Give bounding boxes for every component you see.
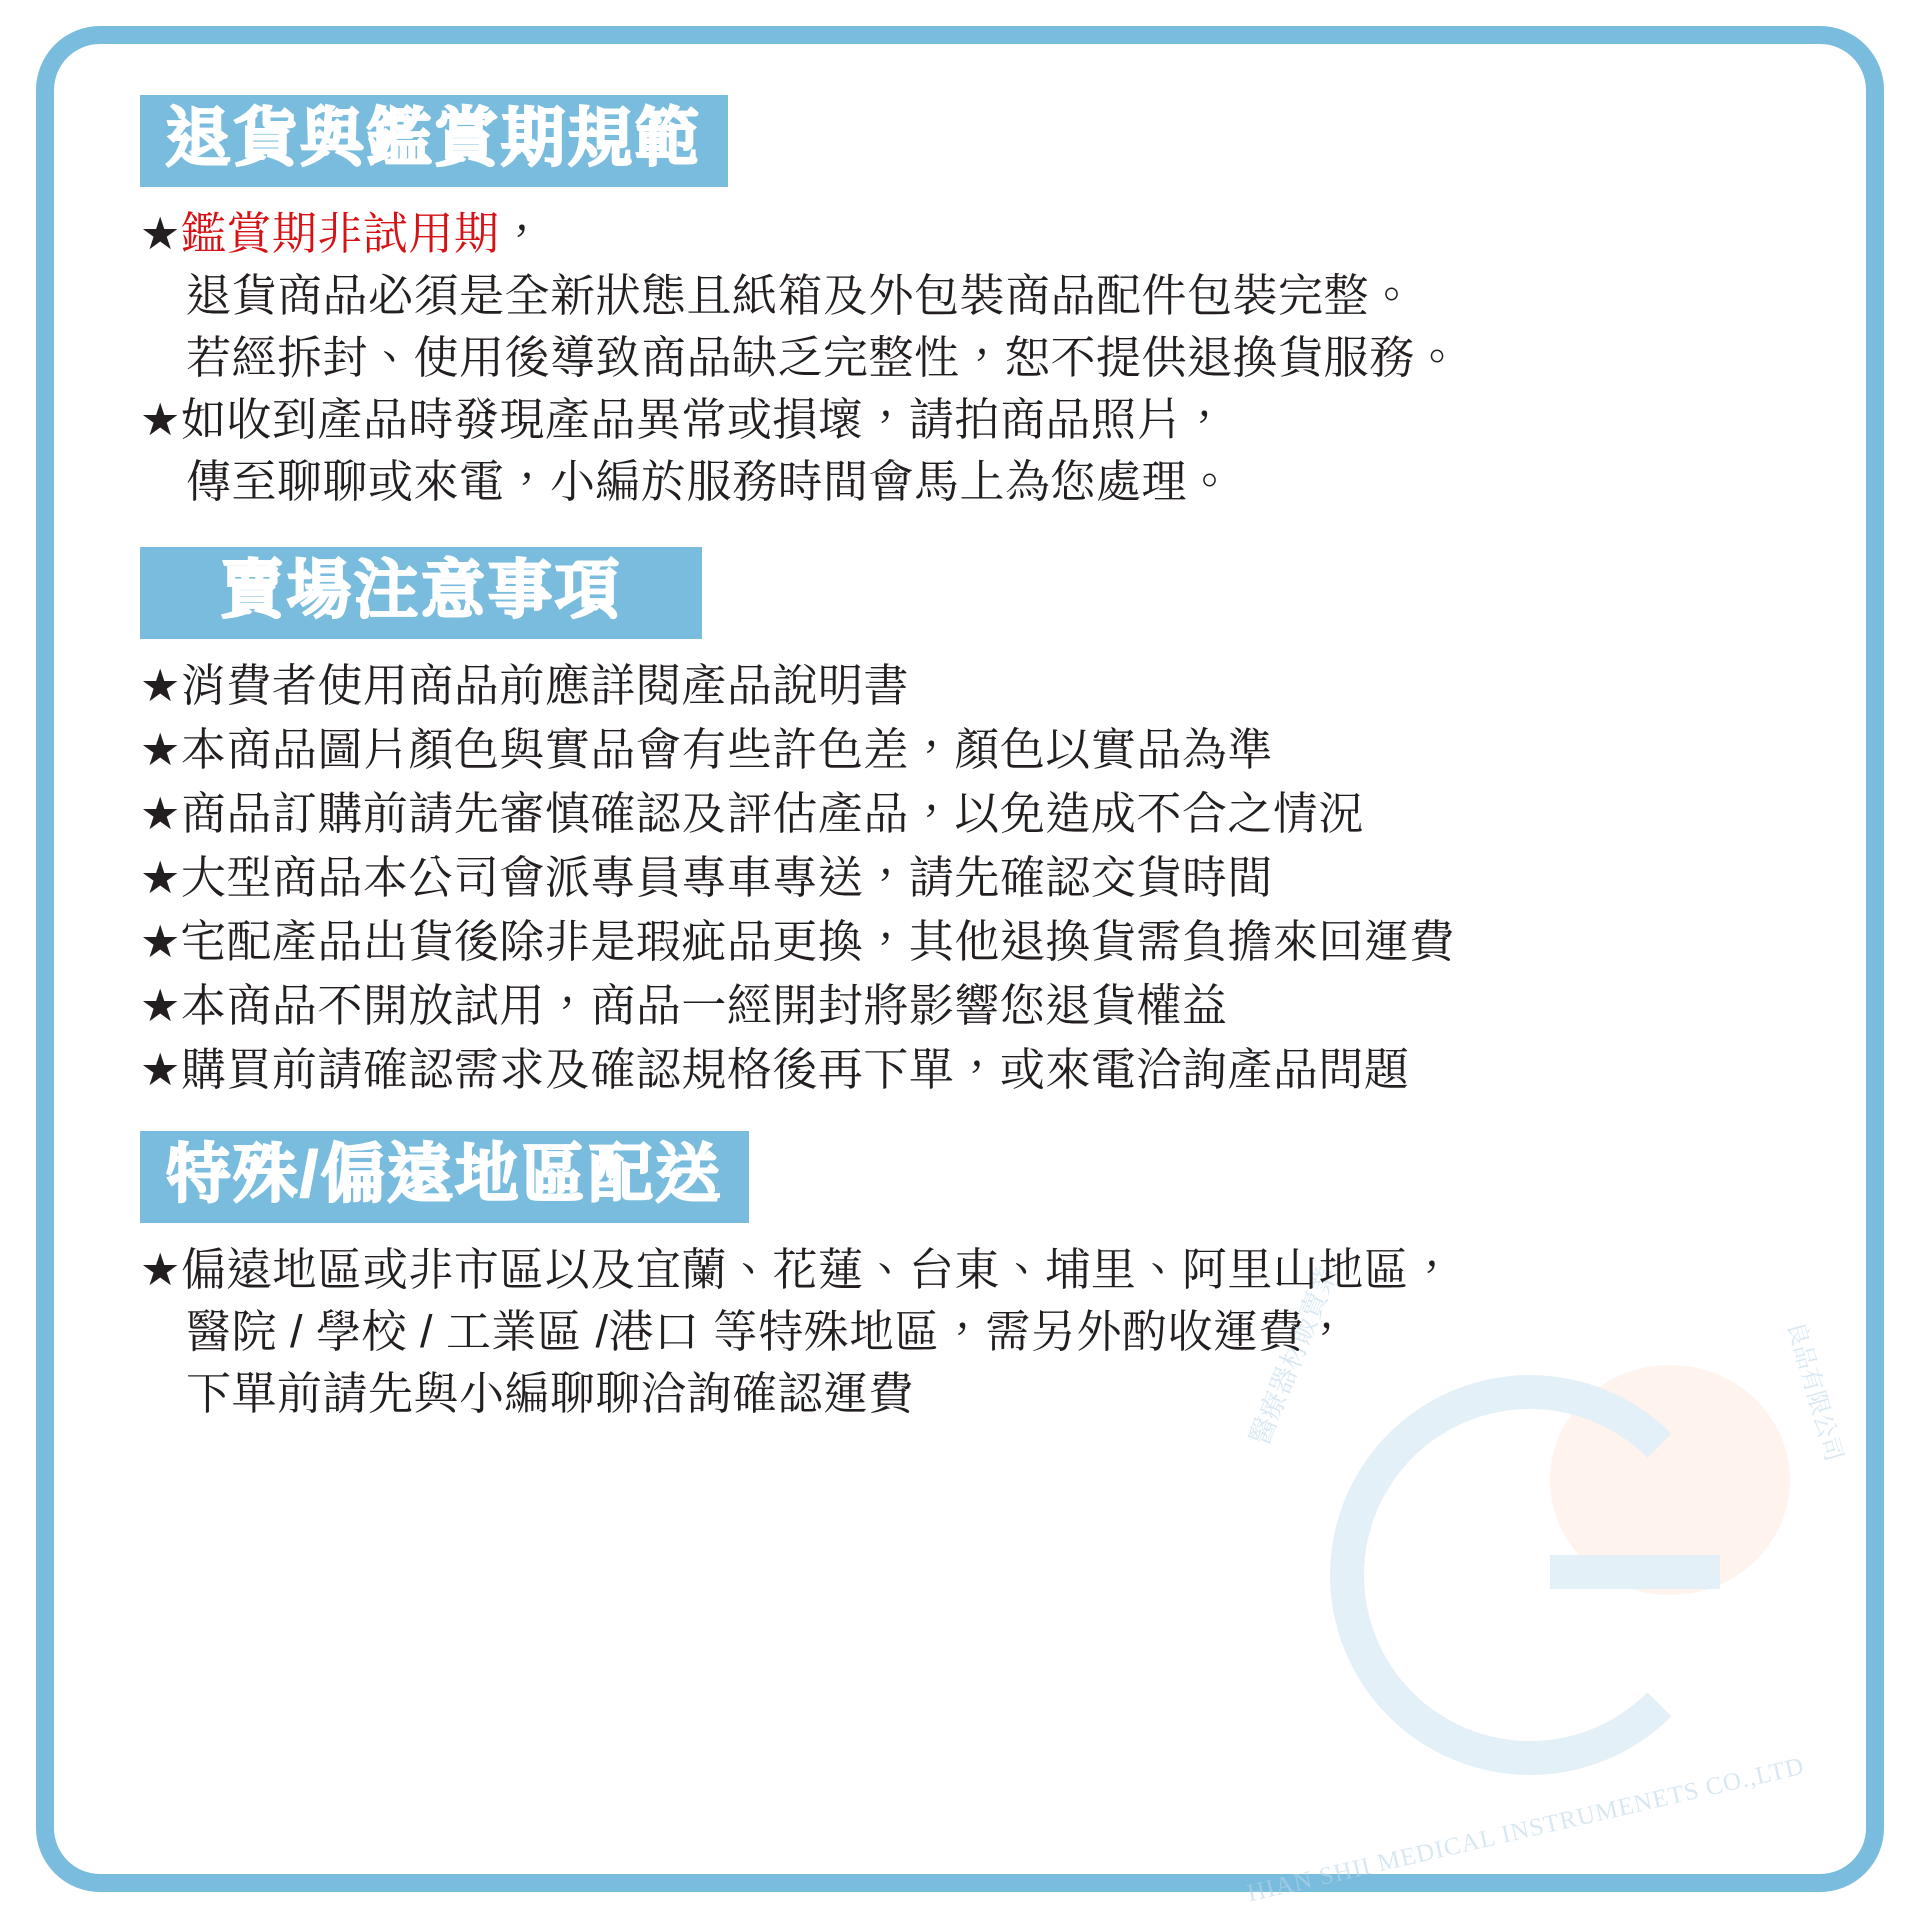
star-bullet-icon: ★ [140, 393, 181, 445]
line-text: 退貨商品必須是全新狀態且紙箱及外包裝商品配件包裝完整。 [186, 269, 1415, 321]
watermark-text-curve-top: 良品有限公司 [1781, 1318, 1847, 1465]
line-text: 下單前請先與小編聊聊洽詢確認運費 [186, 1367, 915, 1419]
line-text: 宅配產品出貨後除非是瑕疵品更換，其他退換貨需負擔來回運費 [180, 915, 1455, 967]
list-item [140, 389, 1800, 451]
highlight-text: 鑑賞期非試用期 [180, 207, 500, 259]
line-text: 本商品圖片顏色與實品會有些許色差，顏色以實品為準 [180, 723, 1273, 775]
section-body-remote-delivery [140, 1239, 1800, 1425]
watermark-text-vertical: 醫療器材販賣業 [1244, 1262, 1344, 1449]
section-body-store-notes [140, 655, 1800, 1102]
star-bullet-icon: ★ [140, 659, 181, 711]
section-store-notes [140, 547, 1800, 1101]
poster-content [140, 95, 1800, 1425]
star-bullet-icon: ★ [140, 787, 181, 839]
line-text: 商品訂購前請先審慎確認及評估產品，以免造成不合之情況 [180, 787, 1364, 839]
line-text: 偏遠地區或非市區以及宜蘭、花蓮、台東、埔里、阿里山地區， [180, 1243, 1455, 1295]
line-text: 醫院 / 學校 / 工業區 /港口 等特殊地區，需另外酌收運費， [186, 1305, 1350, 1357]
section-returns [140, 95, 1800, 513]
section-heading-store-notes: 賣場注意事項 [140, 547, 702, 639]
list-item [140, 327, 1800, 389]
list-item [140, 847, 1800, 909]
list-item [140, 655, 1800, 717]
list-item [140, 451, 1800, 513]
section-heading-returns: 退貨與鑑賞期規範 [140, 95, 728, 187]
star-bullet-icon: ★ [140, 851, 181, 903]
star-bullet-icon: ★ [140, 207, 181, 259]
list-item [140, 1039, 1800, 1101]
star-bullet-icon: ★ [140, 723, 181, 775]
star-bullet-icon: ★ [140, 1243, 181, 1295]
star-bullet-icon: ★ [140, 915, 181, 967]
line-text: ， [499, 207, 545, 259]
line-text: 傳至聊聊或來電，小編於服務時間會馬上為您處理。 [186, 455, 1233, 507]
list-item [140, 911, 1800, 973]
list-item [140, 975, 1800, 1037]
list-item [140, 1239, 1800, 1301]
section-heading-remote-delivery: 特殊/偏遠地區配送 [140, 1131, 749, 1223]
section-body-returns [140, 203, 1800, 513]
line-text: 大型商品本公司會派專員專車專送，請先確認交貨時間 [180, 851, 1273, 903]
list-item [140, 719, 1800, 781]
star-bullet-icon: ★ [140, 1044, 181, 1096]
section-remote-delivery [140, 1131, 1800, 1425]
watermark-text-bottom: HIAN SHII MEDICAL INSTRUMENETS CO.,LTD [1244, 1752, 1808, 1908]
list-item [140, 265, 1800, 327]
list-item [140, 203, 1800, 265]
list-item [140, 1301, 1800, 1363]
line-text: 消費者使用商品前應詳閱產品說明書 [180, 659, 909, 711]
list-item [140, 1363, 1800, 1425]
line-text: 如收到產品時發現產品異常或損壞，請拍商品照片， [180, 393, 1228, 445]
line-text: 購買前請確認需求及確認規格後再下單，或來電洽詢產品問題 [180, 1044, 1410, 1096]
line-text: 本商品不開放試用，商品一經開封將影響您退貨權益 [180, 979, 1228, 1031]
star-bullet-icon: ★ [140, 979, 181, 1031]
list-item [140, 783, 1800, 845]
line-text: 若經拆封、使用後導致商品缺乏完整性，恕不提供退換貨服務。 [186, 331, 1461, 383]
